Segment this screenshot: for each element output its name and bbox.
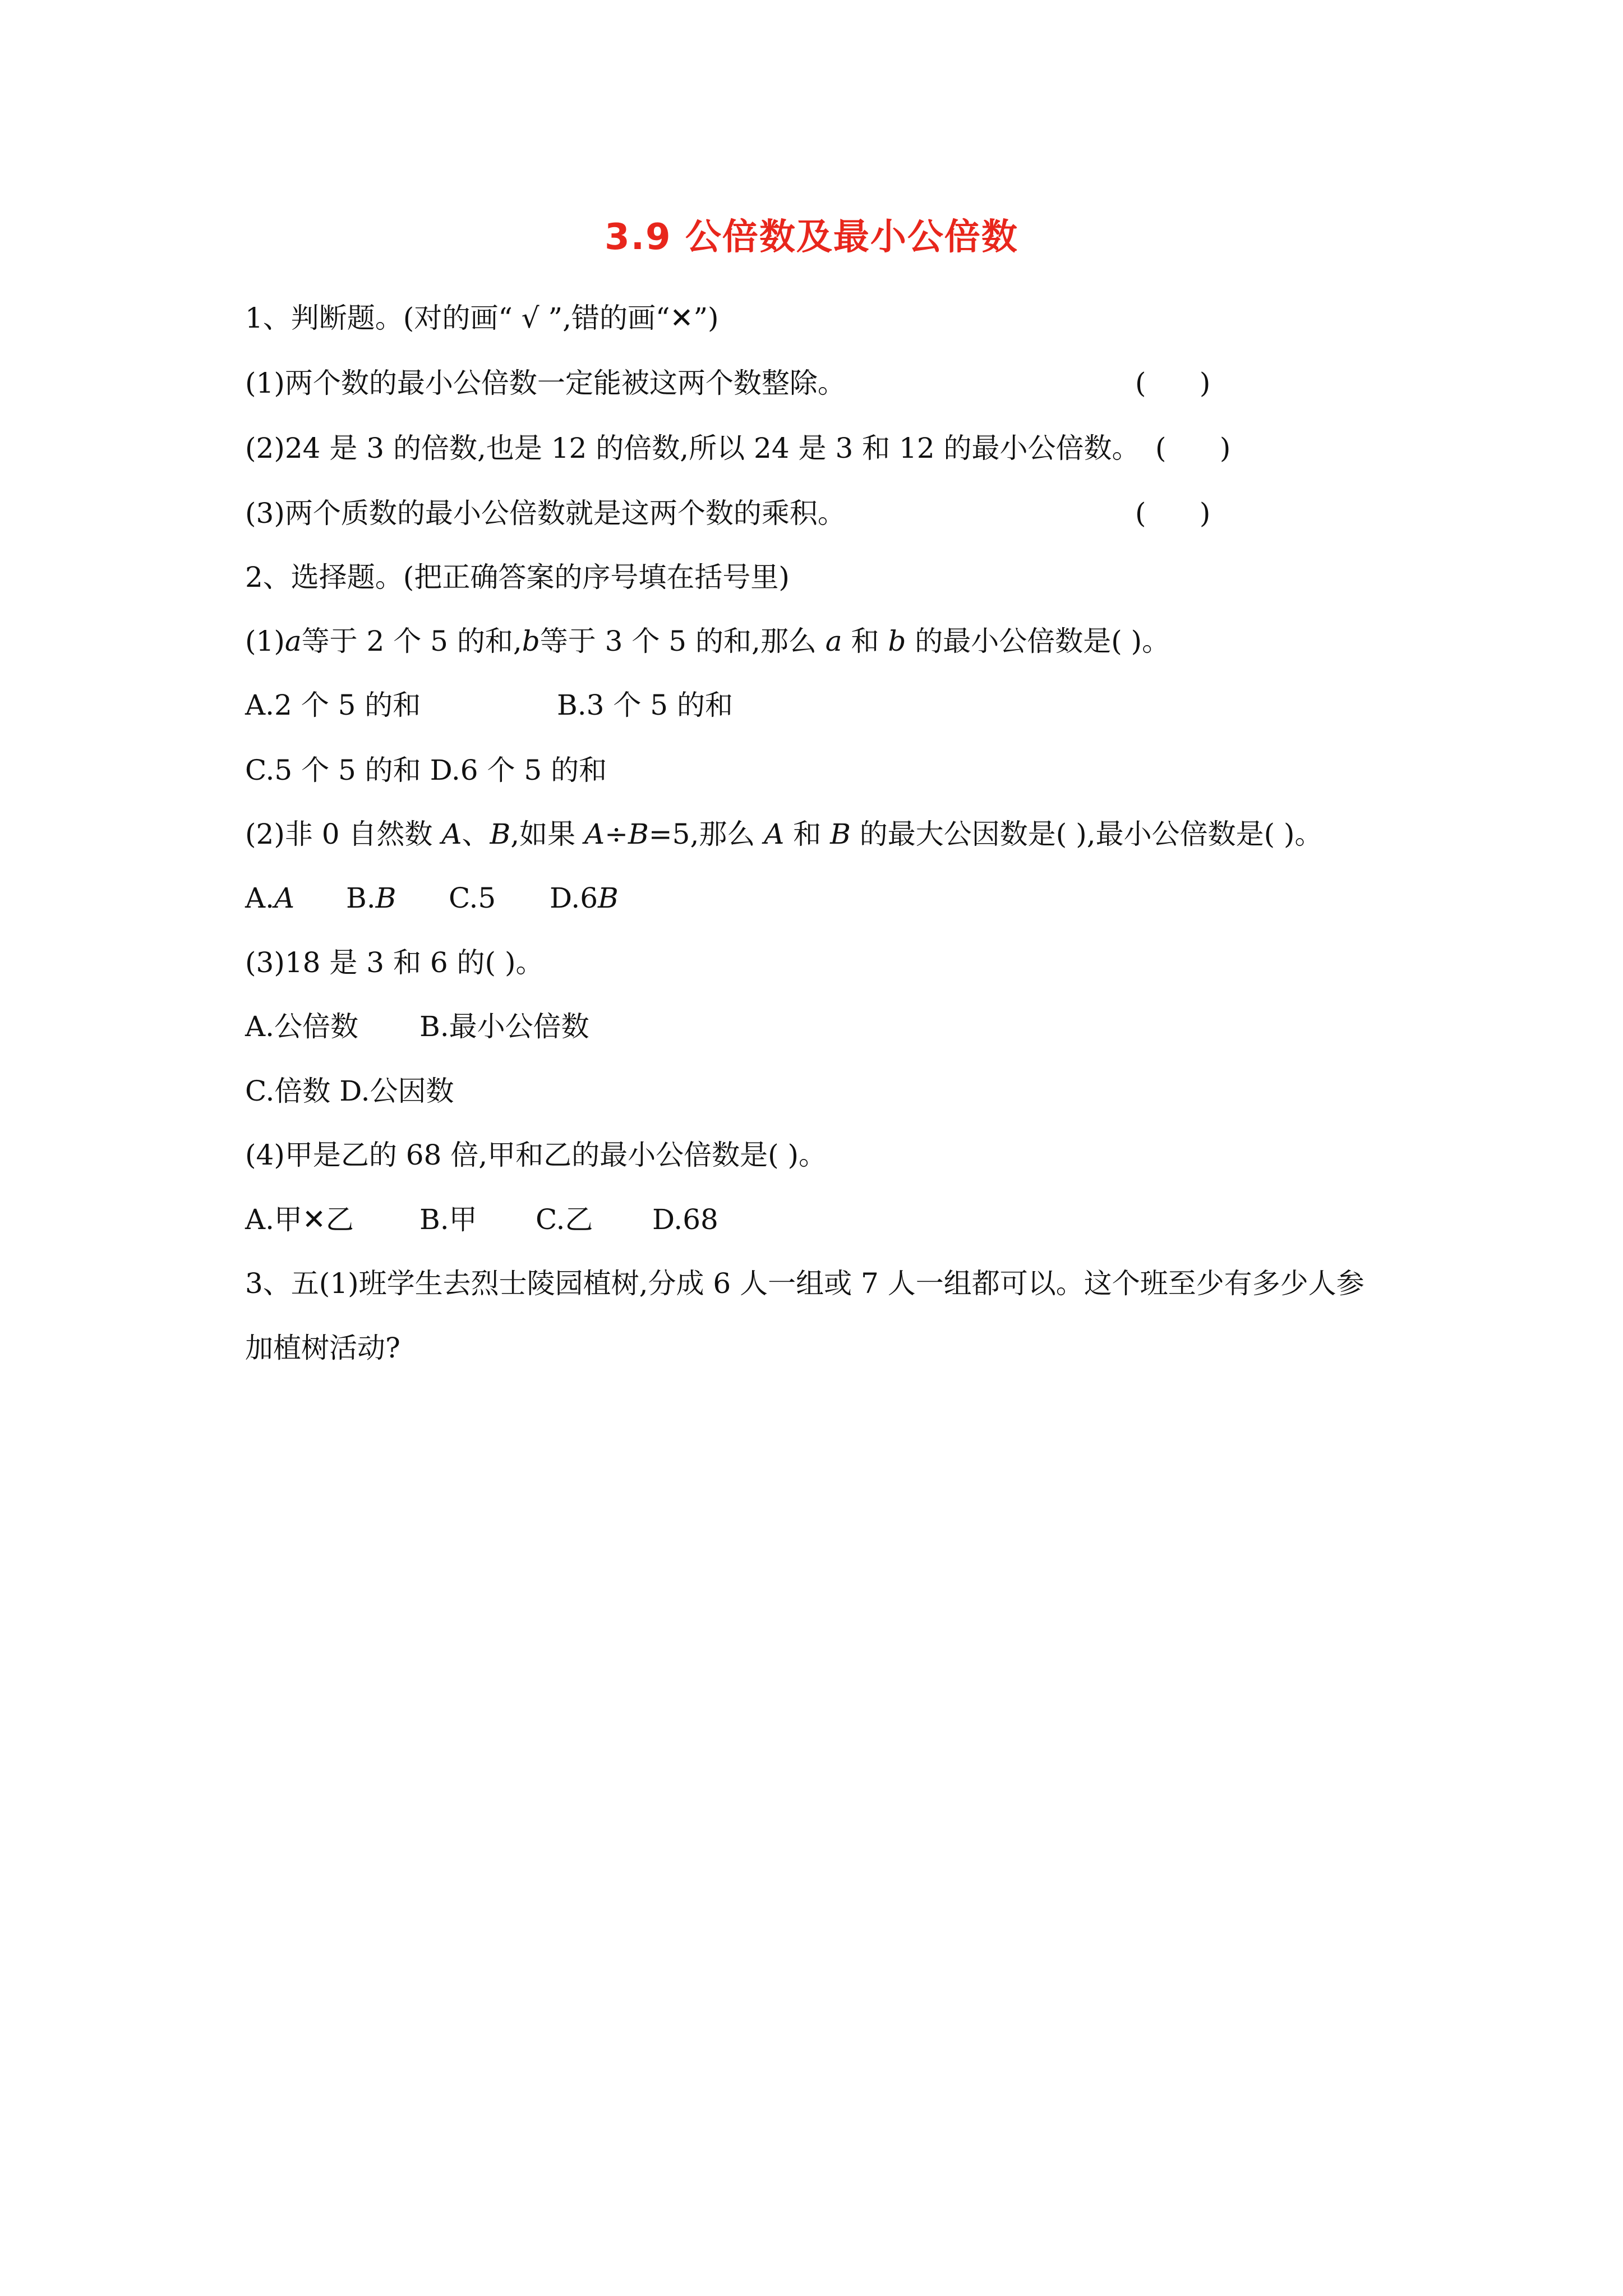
q2-option-d-label: D.6: [550, 882, 598, 914]
q2-text-1: (2)非 0 自然数: [245, 818, 442, 850]
answer-blank-3[interactable]: ( ): [1135, 497, 1211, 530]
q1-var-a: a: [284, 625, 302, 657]
q2-option-d: [550, 878, 619, 918]
q1-var-b2: b: [888, 625, 906, 657]
q1-option-b: B.3 个 5 的和: [557, 689, 733, 721]
word-problem-line-2: 加植树活动?: [245, 1332, 400, 1364]
judge-item-2: (2)24 是 3 的倍数,也是 12 的倍数,所以 24 是 3 和 12 的最小公倍数。: [245, 432, 1140, 464]
q2-option-a-var: A: [274, 882, 295, 914]
q1-var-a2: a: [825, 625, 842, 657]
q1-text-5: 的最小公倍数是( )。: [906, 625, 1170, 657]
q2-option-a-label: A.: [245, 882, 275, 914]
answer-blank-2[interactable]: ( ): [1155, 432, 1231, 464]
q2-var-a: A: [441, 818, 462, 850]
q1-option-a: A.2 个 5 的和: [245, 689, 421, 721]
judge-item-3: (3)两个质数的最小公倍数就是这两个数的乘积。: [245, 497, 846, 530]
q1-text-4: 和: [842, 625, 888, 657]
q2-var-b: B: [490, 818, 511, 850]
choice-question-3: (3)18 是 3 和 6 的( )。: [245, 946, 544, 979]
q1-text-2: 等于 2 个 5 的和,: [301, 625, 522, 657]
section2-heading: 2、选择题。(把正确答案的序号填在括号里): [245, 561, 790, 593]
q2-var-a2: A: [584, 818, 605, 850]
q4-option-b: B.甲: [419, 1203, 477, 1236]
q2-option-d-var: B: [598, 882, 619, 914]
q1-option-cd: C.5 个 5 的和 D.6 个 5 的和: [245, 754, 607, 786]
q2-option-b-var: B: [375, 882, 396, 914]
page-title: 3.9 公倍数及最小公倍数: [605, 217, 1018, 258]
answer-blank-1[interactable]: ( ): [1135, 367, 1211, 399]
q1-text-1: (1): [245, 625, 285, 657]
q1-var-b: b: [522, 625, 540, 657]
q2-var-b2: B: [628, 818, 649, 850]
q2-option-c: C.5: [449, 882, 496, 914]
q2-var-a3: A: [764, 818, 785, 850]
q2-option-a: [245, 878, 294, 918]
choice-question-4: (4)甲是乙的 68 倍,甲和乙的最小公倍数是( )。: [245, 1139, 827, 1171]
q2-option-b: [346, 878, 396, 918]
q2-var-b3: B: [830, 818, 851, 850]
q2-text-5: =5,那么: [648, 818, 764, 850]
judge-item-1: (1)两个数的最小公倍数一定能被这两个数整除。: [245, 367, 846, 399]
choice-question-1: [245, 622, 1170, 661]
q2-text-6: 和: [784, 818, 831, 850]
q3-option-a: A.公倍数: [245, 1010, 359, 1043]
section1-heading: 1、判断题。(对的画“ √ ”,错的画“✕”): [245, 302, 719, 334]
q4-option-a: A.甲✕乙: [245, 1203, 354, 1236]
choice-question-2: [245, 815, 1323, 854]
q4-option-c: C.乙: [536, 1203, 593, 1236]
q2-text-3: ,如果: [510, 818, 584, 850]
q3-option-cd: C.倍数 D.公因数: [245, 1075, 454, 1107]
word-problem-line-1: 3、五(1)班学生去烈士陵园植树,分成 6 人一组或 7 人一组都可以。这个班至少有多少人参: [245, 1267, 1364, 1300]
q2-text-7: 的最大公因数是( ),最小公倍数是( )。: [850, 818, 1323, 850]
q4-option-d: D.68: [652, 1203, 718, 1236]
q3-option-b: B.最小公倍数: [419, 1010, 589, 1043]
q2-text-4: ÷: [605, 818, 628, 850]
q2-text-2: 、: [462, 818, 490, 850]
q2-option-b-label: B.: [346, 882, 376, 914]
q1-text-3: 等于 3 个 5 的和,那么: [540, 625, 826, 657]
